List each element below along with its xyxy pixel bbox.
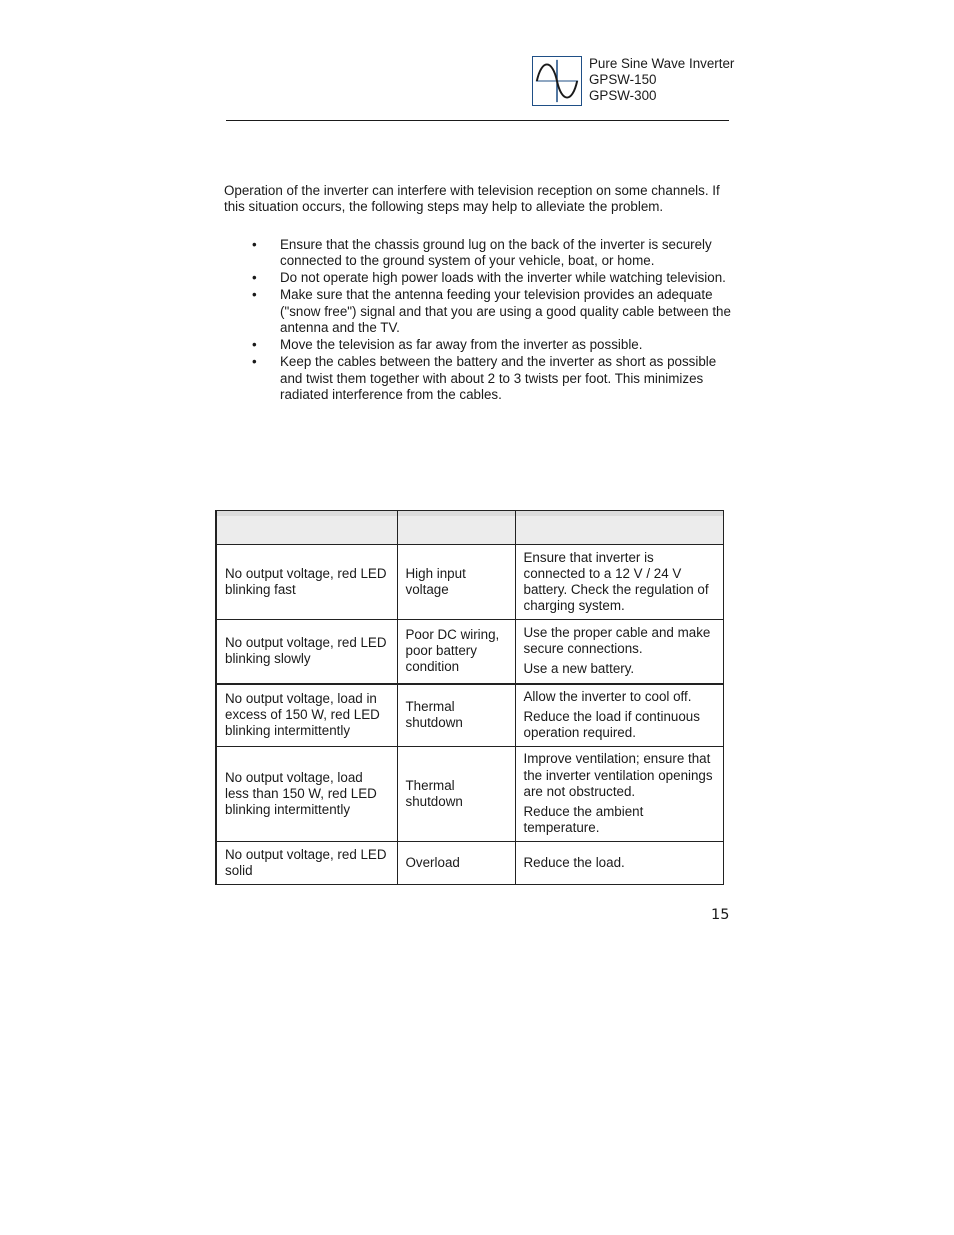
bullet-icon: • (252, 337, 257, 353)
bullet-icon: • (252, 237, 257, 252)
header-title: Pure Sine Wave Inverter (589, 56, 735, 71)
table-row (216, 620, 723, 684)
cause-cell: Overload (397, 842, 515, 885)
problem-cell: No output voltage, load less than 150 W, red LED blinking intermittently (216, 747, 397, 842)
table-header-cell (216, 511, 397, 545)
header-divider (226, 120, 729, 121)
table-row (216, 684, 723, 747)
cause-cell: High input voltage (397, 545, 515, 620)
troubleshooting-table (215, 510, 724, 885)
table-row (216, 545, 723, 620)
header-model-300: GPSW-300 (589, 88, 657, 104)
list-item: • Do not operate high power loads with the inverter while watching television. (252, 270, 726, 286)
bullet-icon: • (252, 287, 257, 303)
bullet-icon: • (252, 354, 257, 370)
solution-cell: Allow the inverter to cool off. Reduce the load if continuous operation required. (515, 684, 723, 747)
table-header-cell (515, 511, 723, 545)
table-row (216, 747, 723, 842)
list-item: • Keep the cables between the battery and the inverter as short as possible and twist them together with about 2 to 3 twists per foot. This minimizes radiated interference from the cables. (252, 354, 717, 403)
problem-cell: No output voltage, red LED solid (216, 842, 397, 885)
solution-cell: Use the proper cable and make secure connections. Use a new battery. (515, 620, 723, 684)
intro-paragraph: Operation of the inverter can interfere with television reception on some channels. If this situation occurs, the following steps may help to alleviate the problem. (224, 183, 720, 215)
solution-cell: Reduce the load. (515, 842, 723, 885)
problem-cell: No output voltage, red LED blinking fast (216, 545, 397, 620)
cause-cell: Thermal shutdown (397, 684, 515, 747)
solution-cell: Improve ventilation; ensure that the inverter ventilation openings are not obstructed. Reduce the ambient temperature. (515, 747, 723, 842)
table-row (216, 842, 723, 885)
table-header-row (216, 511, 723, 545)
list-item: • Make sure that the antenna feeding your television provides an adequate ("snow free") signal and that you are using a good quality cable between the antenna and the TV. (252, 287, 731, 336)
cause-cell: Thermal shutdown (397, 747, 515, 842)
table-header-cell (397, 511, 515, 545)
list-item: • Ensure that the chassis ground lug on the back of the inverter is securely connected to the ground system of your vehicle, boat, or home. (252, 237, 712, 269)
document-header (589, 56, 734, 105)
sine-wave-logo-icon (532, 56, 582, 106)
solution-cell: Ensure that inverter is connected to a 12 V / 24 V battery. Check the regulation of charging system. (515, 545, 723, 620)
problem-cell: No output voltage, load in excess of 150 W, red LED blinking intermittently (216, 684, 397, 747)
page-number: 15 (711, 907, 730, 923)
list-item: • Move the television as far away from the inverter as possible. (252, 337, 643, 353)
bullet-icon: • (252, 270, 257, 286)
header-model-150: GPSW-150 (589, 72, 657, 88)
problem-cell: No output voltage, red LED blinking slowly (216, 620, 397, 684)
interference-steps-list (224, 237, 734, 404)
cause-cell: Poor DC wiring, poor battery condition (397, 620, 515, 684)
